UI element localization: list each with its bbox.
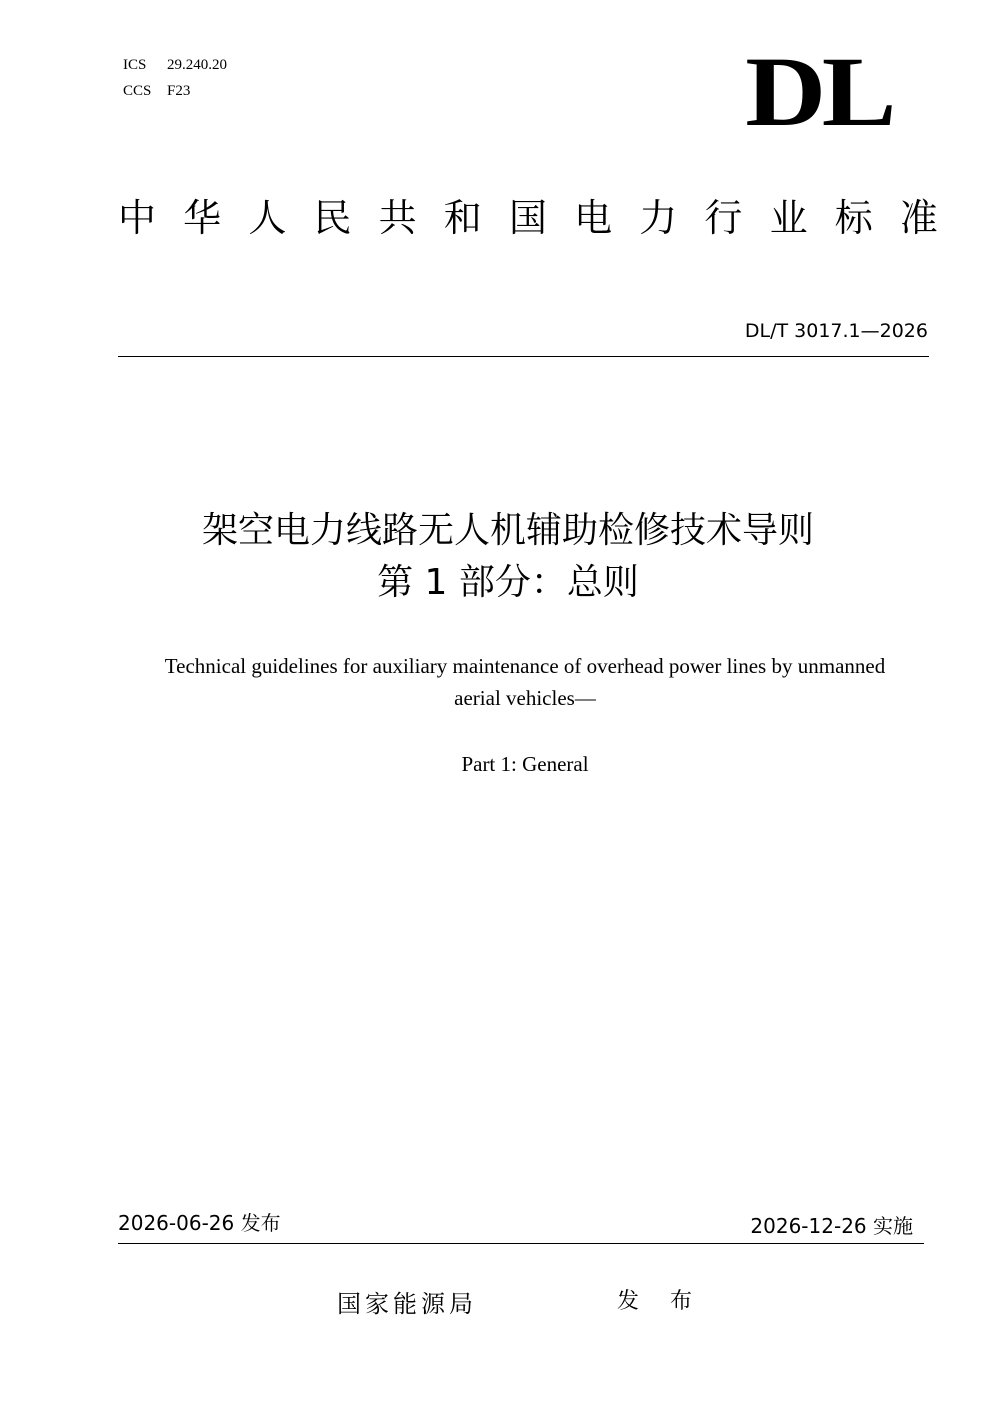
industry-title-char: 行 — [704, 196, 743, 240]
ics-label: ICS — [123, 57, 147, 73]
implementation-date: 2026-12-26 实施 — [750, 1214, 913, 1238]
industry-title-char: 共 — [378, 196, 417, 240]
ics-value: 29.240.20 — [167, 57, 227, 73]
ics-row — [123, 52, 227, 78]
standard-number: DL/T 3017.1—2026 — [744, 320, 928, 342]
industry-title-char: 中 — [118, 196, 157, 240]
english-part-title: Part 1: General — [461, 752, 589, 776]
chinese-title — [0, 505, 1000, 609]
english-title-line2: aerial vehicles— — [454, 686, 596, 710]
chinese-title-line2: 第 1 部分：总则 — [377, 562, 639, 603]
industry-standard-title — [118, 190, 938, 246]
classification-codes — [123, 52, 227, 104]
industry-title-char: 国 — [508, 196, 547, 240]
industry-title-char: 民 — [313, 196, 352, 240]
issue-date: 2026-06-26 发布 — [118, 1211, 281, 1235]
industry-title-char: 和 — [443, 196, 482, 240]
dl-logo: DL — [745, 36, 892, 147]
industry-title-char: 业 — [769, 196, 808, 240]
chinese-title-line1: 架空电力线路无人机辅助检修技术导则 — [201, 510, 814, 551]
ccs-row — [123, 78, 227, 104]
english-title-line1: Technical guidelines for auxiliary maintenance of overhead power lines by unmanned — [164, 654, 886, 678]
bottom-divider — [118, 1243, 924, 1244]
english-title — [100, 650, 950, 714]
publish-label: 发 布 — [617, 1289, 704, 1314]
industry-title-char: 电 — [574, 196, 613, 240]
ccs-label: CCS — [123, 83, 152, 99]
industry-title-char: 华 — [183, 196, 222, 240]
top-divider — [118, 356, 929, 357]
industry-title-char: 力 — [639, 196, 678, 240]
industry-title-char: 人 — [248, 196, 287, 240]
industry-title-char: 准 — [899, 196, 938, 240]
issuing-authority: 国家能源局 — [337, 1290, 477, 1318]
industry-title-char: 标 — [834, 196, 873, 240]
ccs-value: F23 — [167, 83, 191, 99]
